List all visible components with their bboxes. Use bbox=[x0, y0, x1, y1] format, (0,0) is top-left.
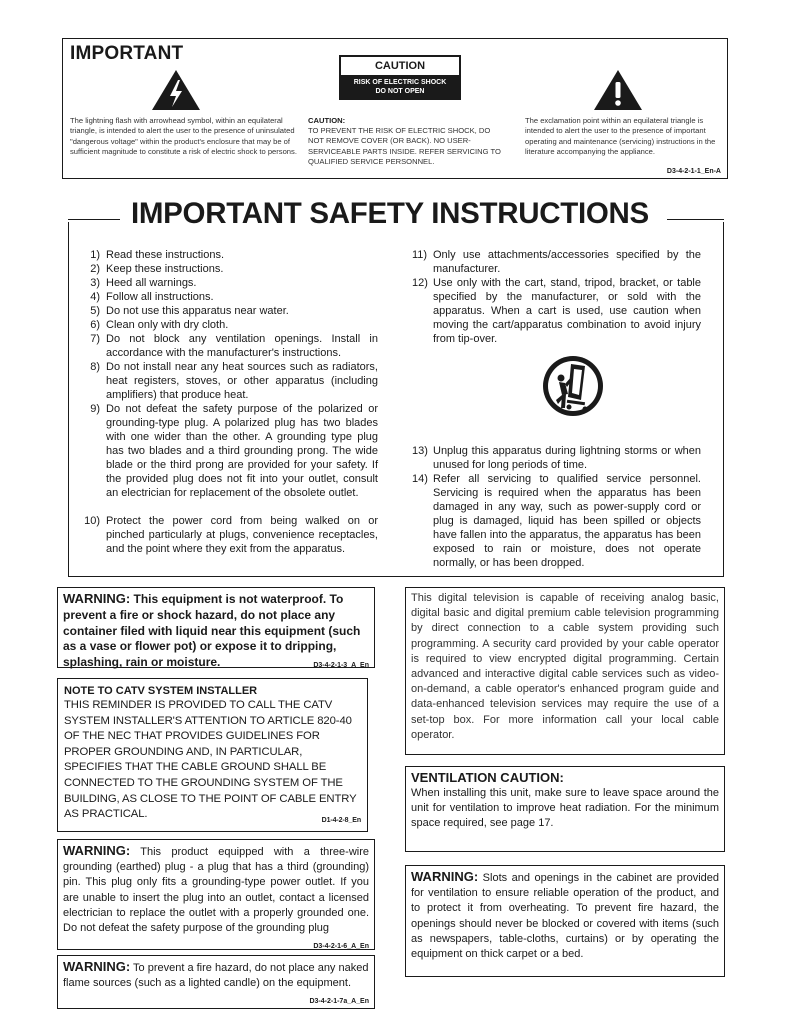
warning-text: This product equipped with a three-wire grounding (earthed) plug - a plug that has a third (grounding) pin. This plug only fits a grounding-type power outlet. If you are unable to insert the plug into an outlet, contact a licensed electrician to replace the outlet with a properly grounded one. Do not defeat the safety purpose of the grounding plug bbox=[63, 846, 370, 935]
warning-heading: WARNING: bbox=[63, 843, 131, 858]
warning-grounding-plug bbox=[57, 839, 375, 950]
caution-label: CAUTION bbox=[374, 60, 426, 72]
doc-code: D3-4-2-1-1_En-A bbox=[666, 168, 721, 175]
ventilation-title: VENTILATION CAUTION: bbox=[411, 770, 564, 785]
lightning-warning-icon bbox=[151, 69, 201, 111]
warning-ventilation-slots bbox=[405, 865, 725, 977]
title-rule-left bbox=[68, 219, 120, 220]
exclamation-symbol-text: The exclamation point within an equilateral triangle is intended to alert the user to the presence of important operating and maintenance (servicing) instructions in the literature accompanying the appliance. bbox=[525, 116, 716, 157]
caution-text: TO PREVENT THE RISK OF ELECTRIC SHOCK, DO NOT REMOVE COVER (OR BACK). NO USER-SERVICEABLE PARTS INSIDE. REFER SERVICING TO QUALIFIED SERVICE PERSONNEL. bbox=[308, 126, 501, 167]
cart-tip-over-warning-icon bbox=[541, 354, 605, 418]
caution-heading: CAUTION: bbox=[308, 116, 346, 125]
caution-bar-line2: DO NOT OPEN bbox=[375, 88, 425, 95]
ventilation-text: When installing this unit, make sure to leave space around the unit for ventilation to improve heat radiation. For the minimum space required, see page 17. bbox=[411, 787, 719, 830]
warning-text: Slots and openings in the cabinet are provided for ventilation to ensure reliable operation of the product, and to protect it from overheating. To prevent fire hazard, the openings should never be blocked or covered with items (such as newspapers, table-cloths, curtains) or by operating the equipment on thick carpet or a bed. bbox=[411, 872, 719, 961]
instruction-item: 4) Follow all instructions. bbox=[90, 291, 214, 303]
instruction-item: 14) Refer all servicing to qualified service personnel. Servicing is required when the apparatus has been damaged in any way, such as power-supply cord or plug is damaged, liquid has been spilled or objects have fallen into the apparatus, the apparatus has been exposed to rain or moisture, does not operate normally, or has been dropped. bbox=[412, 473, 701, 569]
lightning-symbol-text: The lightning flash with arrowhead symbol, within an equilateral triangle, is intended to alert the user to the presence of uninsulated "dangerous voltage" within the product's enclosure that may be of sufficient magnitude to constitute a risk of electric shock to persons. bbox=[70, 116, 297, 157]
warning-not-waterproof bbox=[57, 587, 375, 668]
warning-heading: WARNING: bbox=[63, 959, 131, 974]
instruction-item: 13) Unplug this apparatus during lightning storms or when unused for long periods of time. bbox=[412, 445, 701, 471]
instruction-item: 3) Heed all warnings. bbox=[90, 277, 197, 289]
instruction-item: 1) Read these instructions. bbox=[90, 249, 225, 261]
digital-television-note bbox=[405, 587, 725, 755]
catv-title: NOTE TO CATV SYSTEM INSTALLER bbox=[64, 685, 258, 697]
caution-bar bbox=[341, 75, 459, 98]
warning-naked-flame bbox=[57, 955, 375, 1009]
doc-code: D1-4-2-8_En bbox=[321, 817, 361, 825]
catv-text: THIS REMINDER IS PROVIDED TO CALL THE CATV SYSTEM INSTALLER'S ATTENTION TO ARTICLE 820-40 OF THE NEC THAT PROVIDES GUIDELINES FOR PROPER GROUNDING AND, IN PARTICULAR, SPECIFIES THAT THE CABLE GROUND SHALL BE CONNECTED TO THE GROUNDING SYSTEM OF THE BUILDING, AS CLOSE TO THE POINT OF CABLE ENTRY AS PRACTICAL. D1-4-2-8_En bbox=[64, 698, 361, 823]
caution-label-panel bbox=[339, 55, 461, 100]
instruction-item: 10) Protect the power cord from being walked on or pinched particularly at plugs, convenience receptacles, and the point where they exit from the apparatus. bbox=[84, 515, 378, 555]
instruction-item: 12) Use only with the cart, stand, tripod, bracket, or table specified by the manufacturer, or sold with the apparatus. When a cart is used, use caution when moving the cart/apparatus combination to avoid injury from tip-over. bbox=[412, 277, 701, 345]
digital-tv-text: This digital television is capable of receiving analog basic, digital basic and digital premium cable television programming by direct connection to a cable system providing such programming. A security card provided by your cable operator is required to view encrypted digital programming. Certain advanced and interactive digital cable services such as video-on-demand, a cable operator's enhanced program guide and data-enhanced television services may require the use of a set-top box. For more information call your local cable operator. bbox=[411, 592, 719, 741]
doc-code: D3-4-2-1-6_A_En bbox=[313, 943, 369, 951]
instruction-item: 7) Do not block any ventilation openings. Install in accordance with the manufacturer's instructions. bbox=[90, 333, 378, 359]
instruction-item: 11) Only use attachments/accessories specified by the manufacturer. bbox=[412, 249, 701, 275]
instruction-item: 6) Clean only with dry cloth. bbox=[90, 319, 229, 331]
instruction-item: 8) Do not install near any heat sources such as radiators, heat registers, stoves, or other apparatus (including amplifiers) that produce heat. bbox=[90, 361, 378, 401]
instruction-item: 5) Do not use this apparatus near water. bbox=[90, 305, 289, 317]
warning-text: This equipment is not waterproof. To prevent a fire or shock hazard, do not place any container filed with liquid near this equipment (such as a vase or flower pot) or expose it to dripping, splashing, rain or moisture. bbox=[63, 592, 361, 670]
ventilation-caution bbox=[405, 766, 725, 852]
instruction-item: 9) Do not defeat the safety purpose of the polarized or grounding-type plug. A polarized plug has two blades with one wider than the other. A grounding type plug has two blades and a third grounding prong. The wide blade or the third prong are provided for your safety. If the provided plug does not fit into your outlet, consult an electrician for replacement of the obsolete outlet. bbox=[90, 403, 378, 499]
important-notice-box bbox=[62, 38, 728, 179]
safety-instructions-title: IMPORTANT SAFETY INSTRUCTIONS bbox=[131, 197, 649, 230]
doc-code: D3-4-2-1-3_A_En bbox=[313, 662, 369, 670]
warning-text: To prevent a fire hazard, do not place any naked flame sources (such as a lighted candle) on the equipment. bbox=[63, 962, 369, 990]
caution-bar-line1: RISK OF ELECTRIC SHOCK bbox=[353, 79, 447, 86]
warning-heading: WARNING: bbox=[63, 591, 131, 606]
doc-code: D3-4-2-1-7a_A_En bbox=[309, 998, 369, 1006]
exclamation-warning-icon bbox=[593, 69, 643, 111]
instruction-item: 2) Keep these instructions. bbox=[90, 263, 224, 275]
catv-installer-note bbox=[57, 678, 368, 832]
important-title: IMPORTANT bbox=[70, 43, 184, 64]
warning-heading: WARNING: bbox=[411, 869, 479, 884]
title-rule-right bbox=[667, 219, 724, 220]
